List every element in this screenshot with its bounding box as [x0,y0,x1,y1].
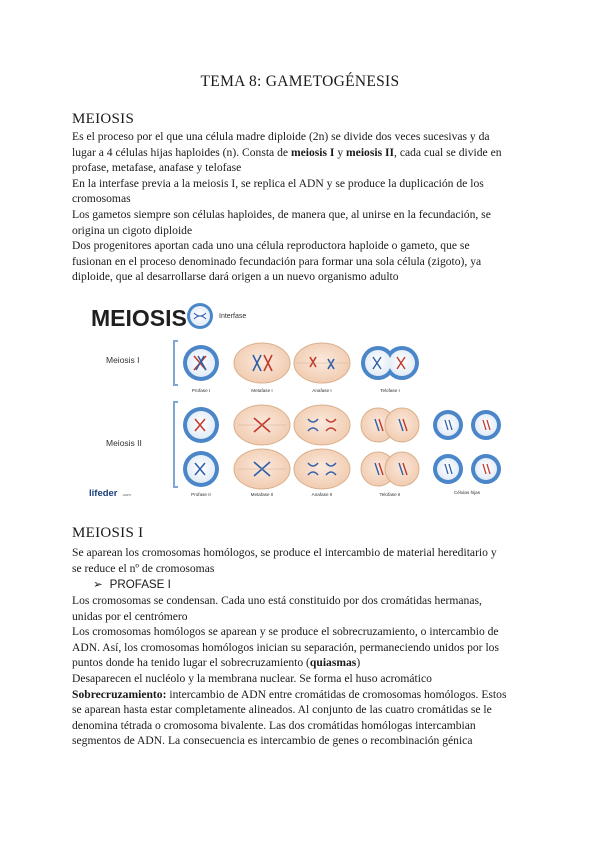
text-line: segmentos de ADN. La consecuencia es intercambio de genes o recombinación génica [72,734,473,748]
text-line: Los cromosomas homólogos se aparean y se produce el sobrecruzamiento, o intercambio de [72,625,499,639]
label-interfase: Interfase [219,313,247,320]
text-line: Los gametos siempre son células haploides, de manera que, al unirse en la fecundación, se [72,207,491,221]
text-run: intercambio de ADN entre cromátidas de cromosomas homólogos. Estos [166,687,507,701]
page-title: TEMA 8: GAMETOGÉNESIS [200,73,400,90]
paragraph-profase-1 [72,593,527,749]
text-line: origina un cigoto diploide [72,223,193,237]
text-line: se aparean hasta estar completamente alineados. Al conjunto de las cuatro cromátidas se le [72,703,492,717]
cell-profase-2-bottom [183,451,219,487]
bold-term: quiasmas [309,656,357,670]
cell-metafase-1 [234,343,290,383]
interfase-cell [187,303,213,329]
label-telofase-1: Telofase I [380,388,400,393]
text-line: Dos progenitores aportan cada uno una célula reproductora haploide o gameto, que se [72,239,470,253]
bracket-meiosis-2 [174,402,178,487]
label-profase-1: Profase I [191,388,211,393]
text-line: denomina tétrada o cromosoma bivalente. Las dos cromátidas homólogas intercambian [72,718,476,732]
text-line: ADN. Así, los cromosomas homólogos inician su separación, permaneciendo unidos por los [72,640,499,654]
label-meiosis-1: Meiosis I [106,355,140,365]
text-run: y [334,145,347,159]
text-run: lugar a 4 células hijas haploides (n). Consta de [72,145,291,159]
logo-lifeder: lifeder [89,488,118,499]
label-anafase-1: Anafase I [312,388,332,393]
label-profase-2: Profase II [191,492,211,497]
cell-metafase-2-bottom [234,449,290,489]
text-line: unidas por el centrómero [72,609,188,623]
daughter-cells-bottom [433,454,501,484]
cell-anafase-2-top [294,405,350,445]
label-metafase-2: Metafase II [250,492,274,497]
cell-telofase-2-bottom [361,452,419,486]
text-line: En la interfase previa a la meiosis I, se replica el ADN y se produce la duplicación de los [72,176,484,190]
bracket-meiosis-1 [174,341,178,385]
text-line [72,687,527,703]
text-run: puntos donde ha tenido lugar el sobrecruzamiento ( [72,656,310,670]
heading-meiosis-1: MEIOSIS I [72,525,144,541]
text-line: cromosomas [72,192,131,206]
figure-title: MEIOSIS [91,305,187,331]
paragraph-meiosis-1-intro [72,545,527,576]
label-celulas-hijas: Células hijas [453,490,481,495]
text-line: Se aparean los cromosomas homólogos, se produce el intercambio de material hereditario y [72,546,497,559]
bullet-arrow-icon: ➢ [93,578,103,591]
bold-term: meiosis I [290,145,335,159]
cell-anafase-1 [294,343,350,383]
cell-profase-2-top [183,407,219,443]
text-line: diploide, que al desarrollarse dará origen a un nuevo organismo adulto [72,270,399,284]
cell-profase-1 [183,345,219,381]
text-line [72,655,527,671]
text-line: Es el proceso por el que una célula madre diploide (2n) se divide dos veces sucesivas y da [72,130,490,143]
text-line: Los cromosomas se condensan. Cada uno está constituido por dos cromátidas hermanas, [72,594,482,607]
meiosis-diagram [88,299,508,504]
paragraph-definition [72,129,527,285]
label-telofase-2: Telofase II [379,492,401,497]
bold-term: meiosis II [346,145,395,159]
text-line [72,145,527,161]
bullet-profase-1 [93,577,171,591]
label-meiosis-2: Meiosis II [106,438,142,448]
bold-term: Sobrecruzamiento: [72,687,167,701]
text-line: se reduce el nº de cromosomas [72,561,215,575]
bullet-label: PROFASE I [109,578,171,591]
text-line: profase, metafase, anafase y telofase [72,161,242,175]
label-anafase-2: Anafase II [311,492,333,497]
daughter-cells-top [433,410,501,440]
text-line: fusionan en el proceso denominado fecundación para formar una sola célula (zigoto), ya [72,254,482,268]
cell-anafase-2-bottom [294,449,350,489]
cell-telofase-2-top [361,408,419,442]
cell-metafase-2-top [234,405,290,445]
text-line: Desaparecen el nucléolo y la membrana nuclear. Se forma el huso acromático [72,671,432,685]
text-run: ) [356,656,361,670]
cell-telofase-1 [361,345,419,381]
label-metafase-1: Metafase I [251,388,273,393]
heading-meiosis: MEIOSIS [72,111,135,127]
text-run: , cada cual se divide en [394,145,502,159]
logo-suffix: .com [122,492,131,497]
